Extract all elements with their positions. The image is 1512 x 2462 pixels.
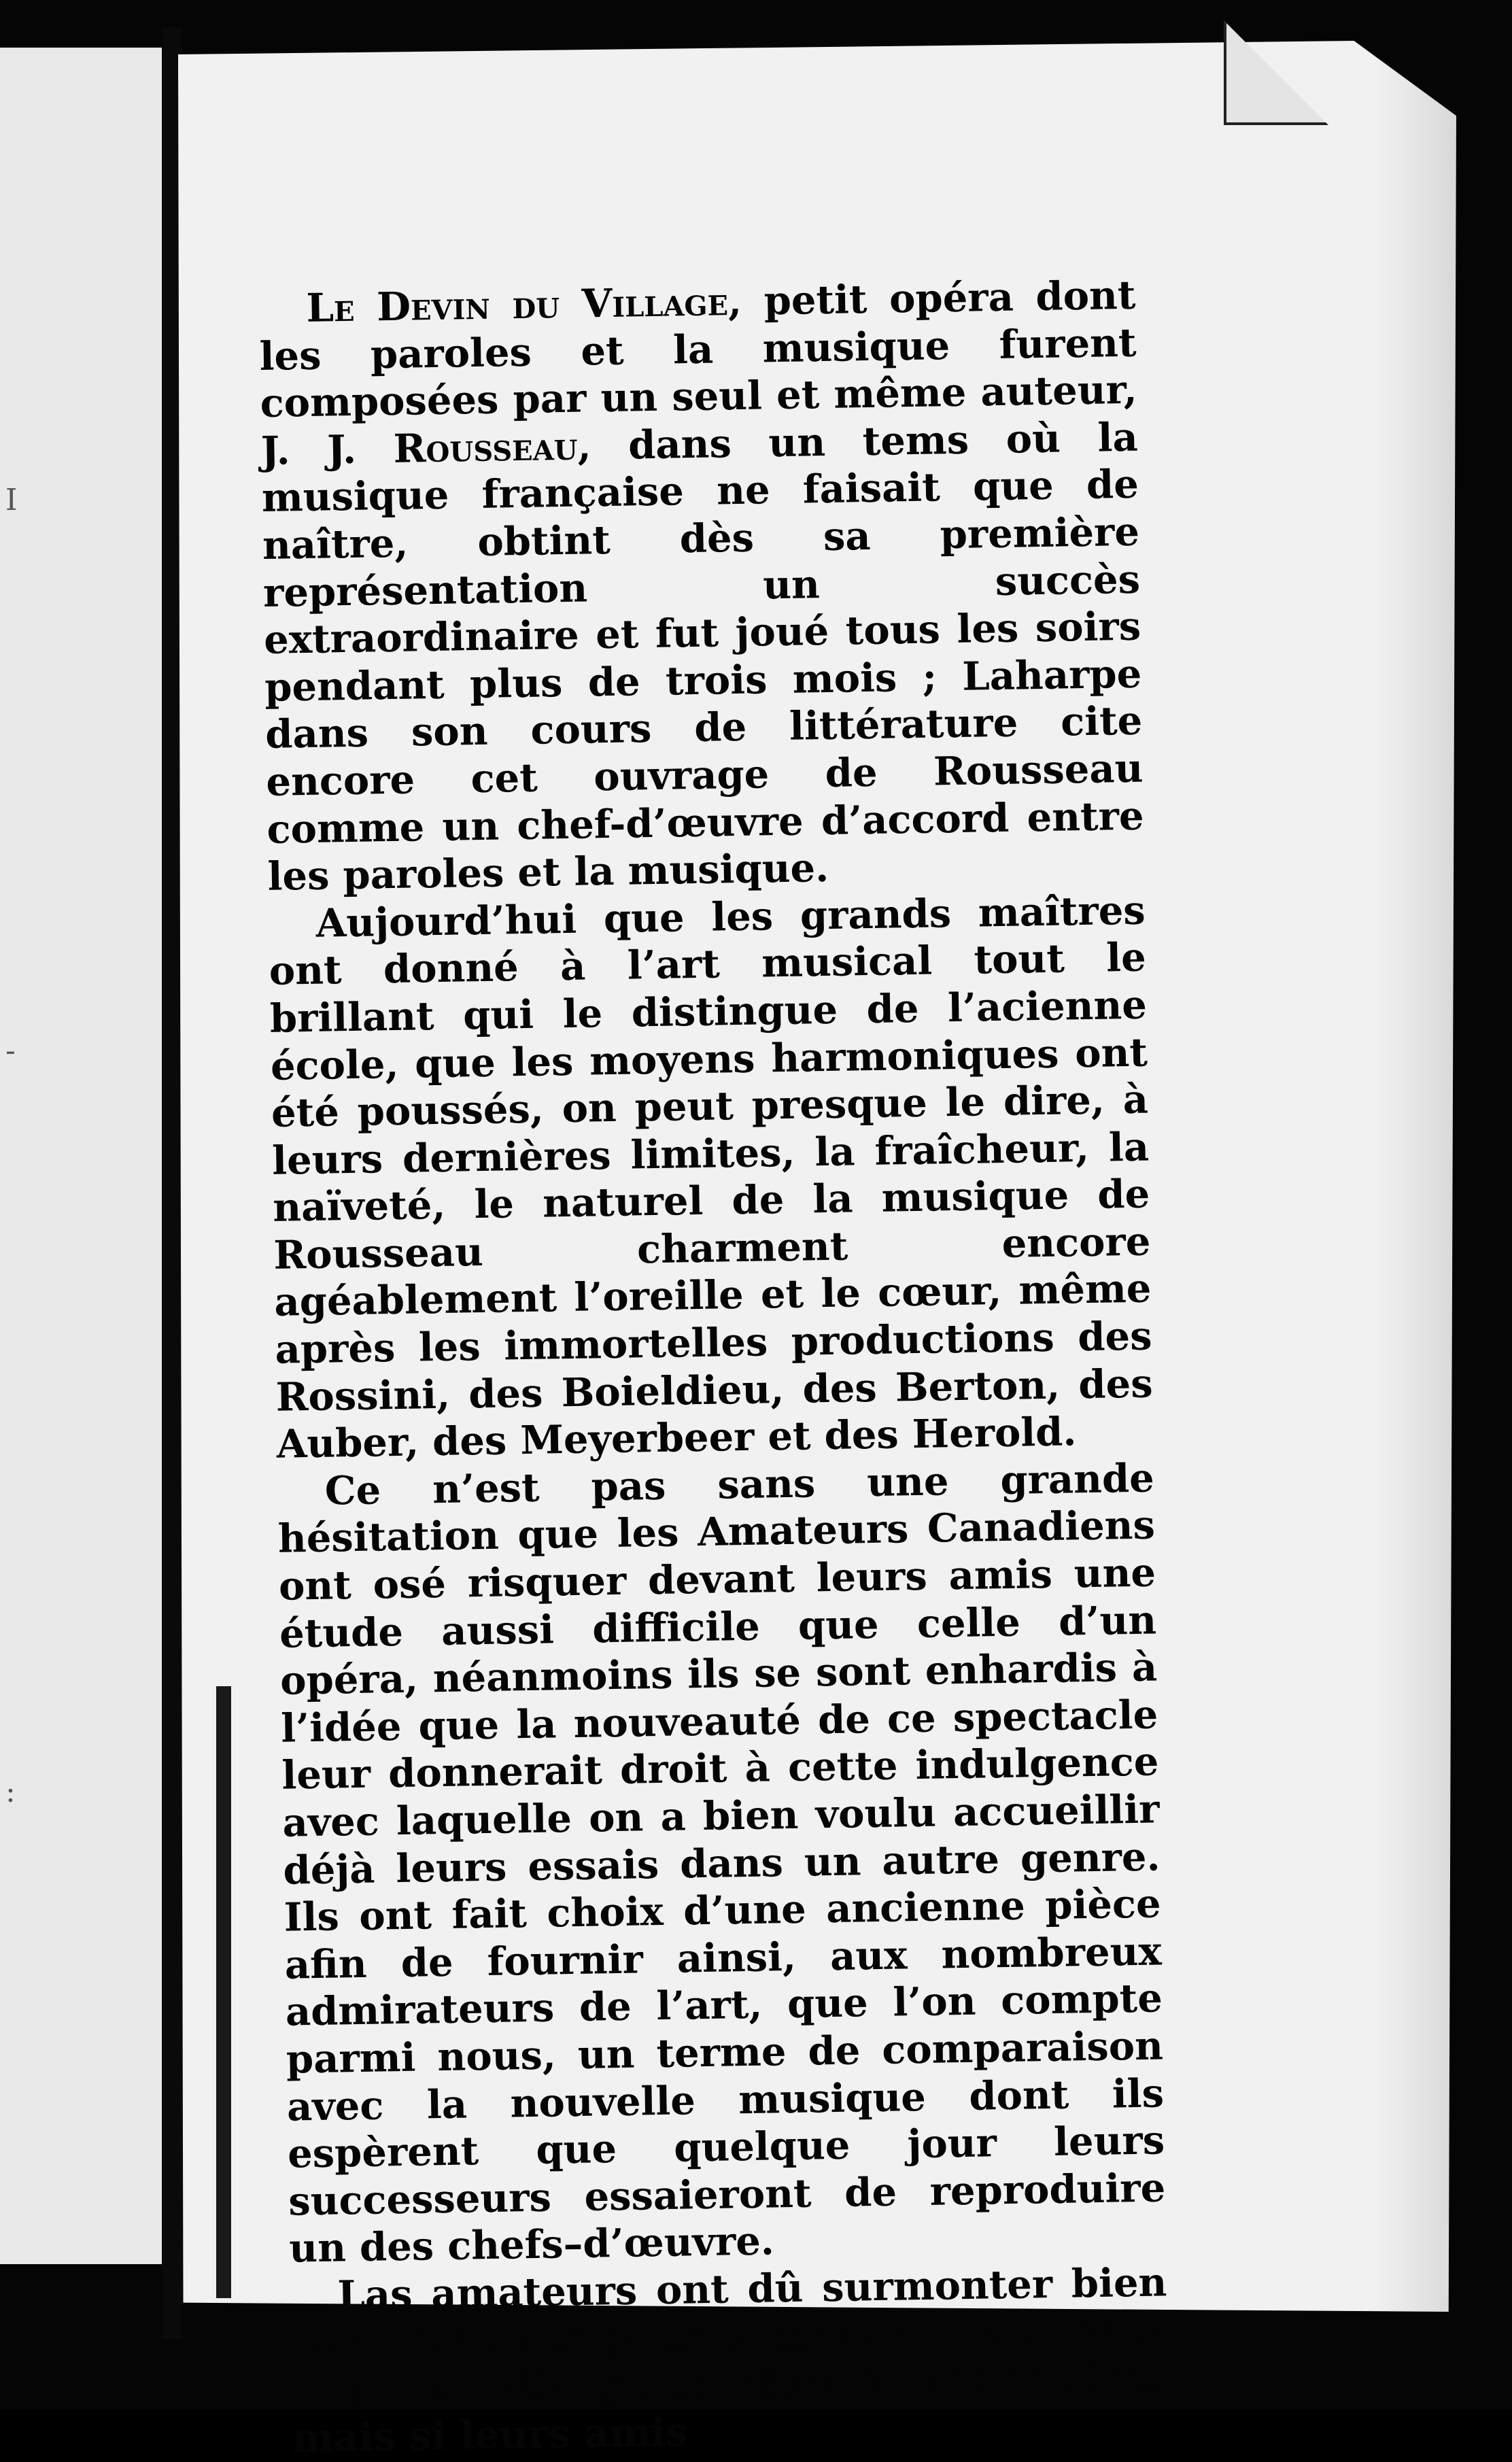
paragraph: Aujourd’hui que les grands maîtres ont donné à l’art musical tout le brillant qui le distingue de l’acienne école, que les moyens harmoniques ont été poussés, on peut presque le dire, à leurs dernières limites, la fraîcheur, la naïveté, le naturel de la musique de Rousseau charment encore agéablement l’oreille et le cœur, même après les immortelles productions des Rossini, des Boieldieu, des Berton, des Auber, des Meyerbeer et des Herold. bbox=[269, 887, 1154, 1468]
paragraph: Ce n’est pas sans une grande hésitation que les Amateurs Canadiens ont osé risquer devant leurs amis une étude aussi difficile que celle d’un opéra, néanmoins ils se sont enhardis à l’idée que la nouveauté de ce spectacle leur donnerait droit à cette indulgence avec laquelle on a bien voulu accueillir déjà leurs essais dans un autre genre. Ils ont fait choix d’une ancienne pièce afin de fournir ainsi, aux nombreux admirateurs de l’art, que l’on compte parmi nous, un terme de comparaison avec la nouvelle musique dont ils espèrent que quelque jour leurs successeurs essaieront de reproduire un des chefs–d’œuvre. bbox=[277, 1454, 1166, 2272]
author-name: Rousseau bbox=[393, 422, 579, 472]
previous-page-mark: : bbox=[5, 1775, 16, 1809]
page-body-text bbox=[258, 272, 1169, 2462]
paragraph-text: , dans un tems où la musique française ne faisait que de naître, obtint dès sa première représentation un succès extraordinaire et fut joué tous les soirs pendant plus de trois mois ; Laharpe dans son cours de littérature cite encore cet ouvrage de Rousseau comme un chef-d’œuvre d’accord entre les paroles et la musique. bbox=[261, 413, 1144, 900]
previous-page-edge bbox=[0, 48, 166, 2264]
paragraph: Las amateurs ont dû surmonter bien des obstacles pour compléter une pièce comme celle qu’ils offrent aujourd’hui, mais si leurs amis bbox=[290, 2259, 1169, 2461]
page-shading bbox=[1375, 41, 1456, 2312]
previous-page-mark: I bbox=[5, 483, 18, 517]
binding-shadow bbox=[216, 1686, 231, 2298]
opera-title: Le Devin du Village bbox=[305, 278, 729, 331]
previous-page-mark: - bbox=[5, 1033, 16, 1068]
paragraph bbox=[258, 272, 1145, 901]
paragraph-text: , petit opéra dont les paroles et la musique furent composées par un seul et même auteur, J. J. bbox=[259, 271, 1138, 474]
